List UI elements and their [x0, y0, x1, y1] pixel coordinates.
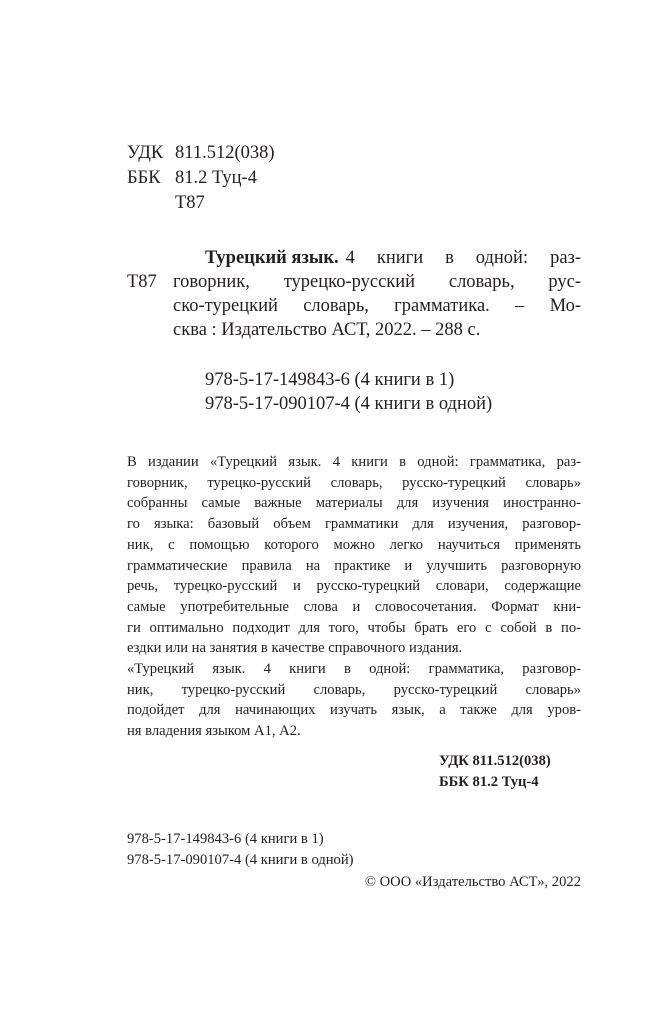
- text-line: речь, турецко-русский и русско-турецкий словари, содержащие: [127, 578, 581, 595]
- bbk-label: ББК: [127, 168, 161, 188]
- udk-value: 811.512(038): [175, 143, 275, 163]
- author-mark: Т87: [175, 193, 205, 213]
- text-line: ник, с помощью которого можно легко научиться применять: [127, 536, 581, 553]
- footer-bbk: ББК 81.2 Туц-4: [439, 774, 539, 790]
- text-line: ги оптимально подходит для того, чтобы брать его с собой в по-: [127, 619, 581, 636]
- isbn-line: 978-5-17-090107-4 (4 книги в одной): [205, 394, 493, 414]
- text-line: го языка: базовый объем грамматики для изучения, разговор-: [127, 516, 581, 533]
- text-line: подойдет для начинающих изучать язык, а также для уров-: [127, 702, 581, 719]
- text-line: самые употребительные слова и словосочетания. Формат кни-: [127, 598, 581, 615]
- footer-isbn: 978-5-17-149843-6 (4 книги в 1): [127, 831, 324, 847]
- udk-label: УДК: [127, 143, 164, 163]
- entry-line: говорник, турецко-русский словарь, рус-: [173, 272, 581, 292]
- entry-first-line: [205, 246, 581, 270]
- footer-udk: УДК 811.512(038): [439, 753, 551, 769]
- entry-author-mark: Т87: [127, 272, 157, 292]
- annotation-paragraph-2: [127, 659, 581, 742]
- entry-line: 4 книги в одной: раз-: [345, 248, 581, 268]
- book-title: Турецкий язык.: [205, 248, 339, 268]
- text-line: грамматические правила на практике и улучшить разговорную: [127, 557, 581, 574]
- text-line: «Турецкий язык. 4 книги в одной: грамматика, разговор-: [127, 661, 581, 677]
- text-line: ня владения языком А1, А2.: [127, 723, 301, 740]
- bbk-value: 81.2 Туц-4: [175, 168, 257, 188]
- footer-isbn: 978-5-17-090107-4 (4 книги в одной): [127, 852, 354, 868]
- copyright: © ООО «Издательство АСТ», 2022: [364, 874, 581, 890]
- text-line: ездки или на занятия в качестве справочного издания.: [127, 640, 463, 657]
- entry-line: ско-турецкий словарь, грамматика. – Мо-: [173, 296, 581, 316]
- entry-line: сква : Издательство АСТ, 2022. – 288 с.: [173, 320, 481, 340]
- annotation-paragraph-1: [127, 452, 581, 659]
- isbn-line: 978-5-17-149843-6 (4 книги в 1): [205, 370, 455, 390]
- text-line: говорник, турецко-русский словарь, русско-турецкий словарь»: [127, 474, 581, 491]
- text-line: собранны самые важные материалы для изучения иностранно-: [127, 495, 581, 512]
- text-line: В издании «Турецкий язык. 4 книги в одной: грамматика, раз-: [127, 454, 581, 470]
- text-line: ник, турецко-русский словарь, русско-турецкий словарь»: [127, 681, 581, 698]
